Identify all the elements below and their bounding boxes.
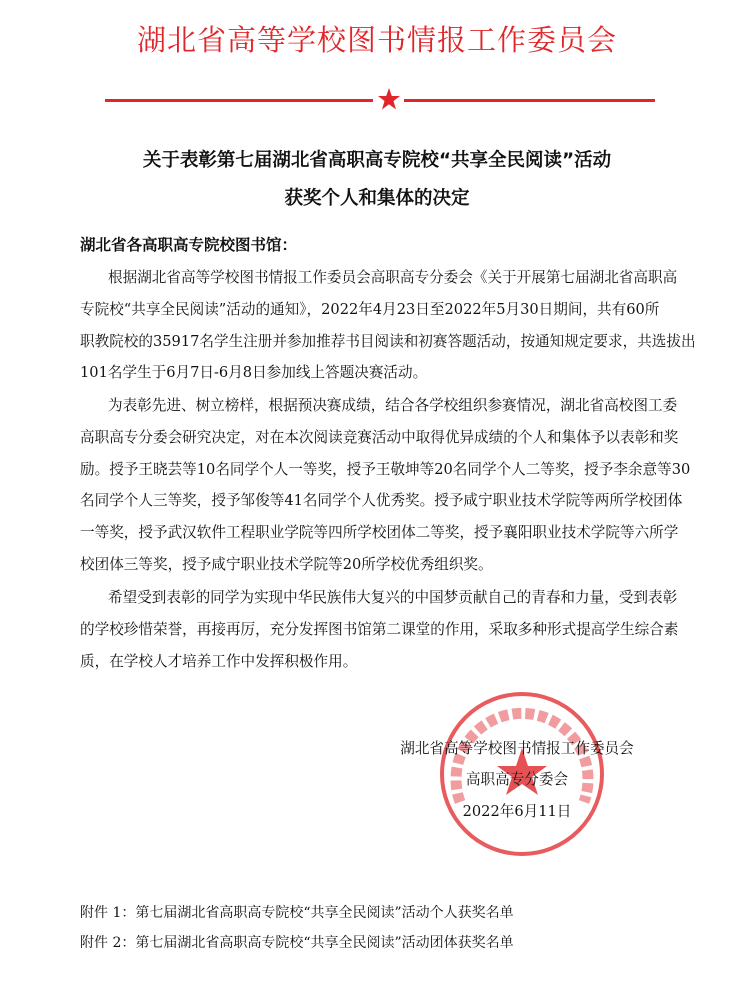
org-title: 湖北省高等学校图书情报工作委员会	[136, 23, 617, 57]
body-line: 高职高专分委会研究决定，对在本次阅读竞赛活动中取得优异成绩的个人和集体予以表彰和奖	[80, 429, 679, 446]
salutation: 湖北省各高职高专院校图书馆：	[80, 236, 298, 254]
body-line: 的学校珍惜荣誉，再接再厉，充分发挥图书馆第二课堂的作用，采取多种形式提高学生综合素	[80, 621, 679, 638]
signature-date: 2022年6月11日	[462, 803, 572, 820]
divider-left	[105, 99, 373, 102]
body-line: 专院校“共享全民阅读”活动的通知》，2022年4月23日至2022年5月30日期间，共有60所	[80, 301, 660, 318]
body-line: 名同学个人三等奖，授予邹俊等41名同学个人优秀奖。授予咸宁职业技术学院等两所学校团体	[80, 492, 683, 509]
attachment-2: 附件 2：第七届湖北省高职高专院校“共享全民阅读”活动团体获奖名单	[80, 935, 514, 951]
body-line: 根据湖北省高等学校图书情报工作委员会高职高专分委会《关于开展第七届湖北省高职高	[108, 269, 678, 286]
body-line: 质，在学校人才培养工作中发挥积极作用。	[80, 653, 358, 670]
attachment-1: 附件 1：第七届湖北省高职高专院校“共享全民阅读”活动个人获奖名单	[80, 905, 514, 921]
body-line: 励。授予王晓芸等10名同学个人一等奖，授予王敬坤等20名同学个人二等奖，授予李余意等30	[80, 461, 691, 478]
star-icon	[377, 87, 401, 111]
document-heading-line-1: 关于表彰第七届湖北省高职高专院校“共享全民阅读”活动	[142, 150, 612, 171]
body-line: 校团体三等奖，授予咸宁职业技术学院等20所学校优秀组织奖。	[80, 556, 493, 573]
body-line: 为表彰先进、树立榜样，根据预决赛成绩，结合各学校组织参赛情况，湖北省高校图工委	[108, 397, 678, 414]
body-line: 职教院校的35917名学生注册并参加推荐书目阅读和初赛答题活动，按通知规定要求，共选拔出	[80, 333, 696, 350]
signature-sub: 高职高专分委会	[465, 771, 569, 788]
body-line: 101名学生于6月7日-6月8日参加线上答题决赛活动。	[80, 364, 428, 381]
body-line: 一等奖，授予武汉软件工程职业学院等四所学校团体二等奖，授予襄阳职业技术学院等六所学	[80, 524, 679, 541]
signature-org: 湖北省高等学校图书情报工作委员会	[400, 740, 634, 757]
document-heading-line-2: 获奖个人和集体的决定	[284, 188, 470, 209]
divider-right	[404, 99, 655, 102]
body-line: 希望受到表彰的同学为实现中华民族伟大复兴的中国梦贡献自己的青春和力量，受到表彰	[108, 589, 678, 606]
